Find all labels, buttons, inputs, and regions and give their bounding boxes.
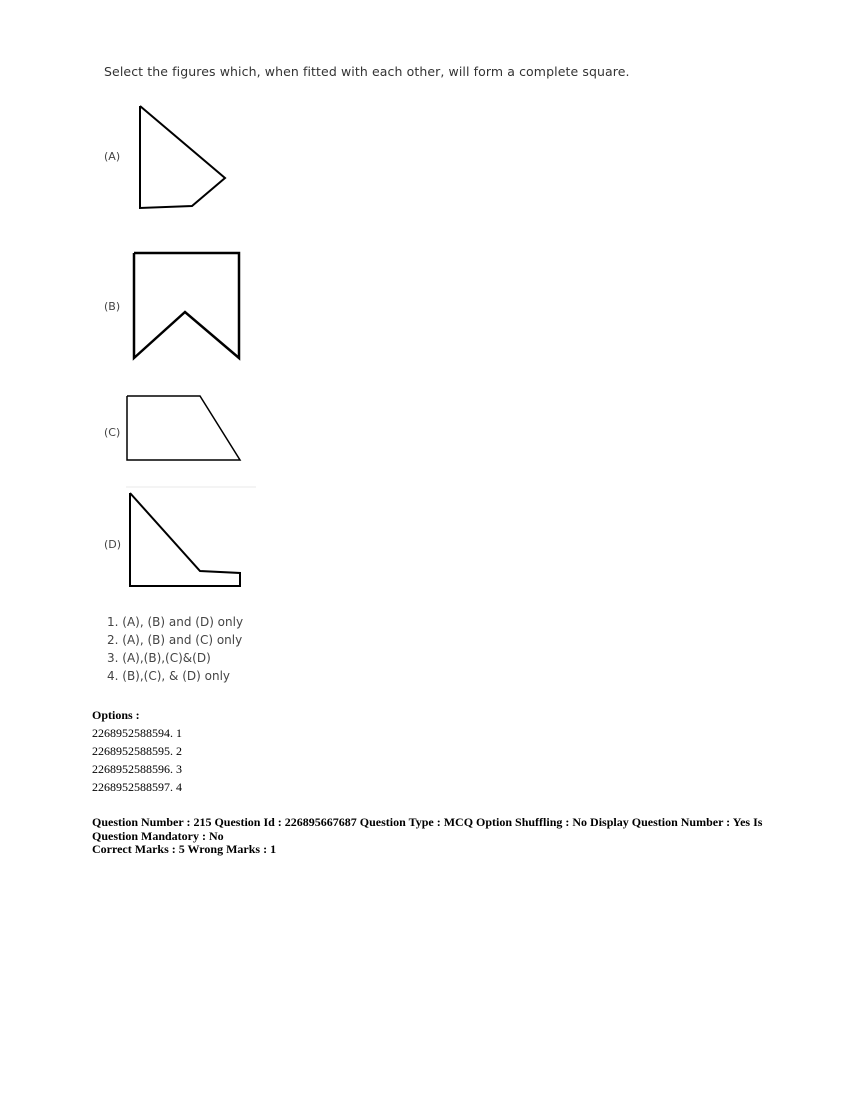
question-text: Select the figures which, when fitted with each other, will form a complete square. — [104, 64, 630, 79]
option-item-1: 2268952588594. 1 — [92, 726, 182, 740]
option-item-2: 2268952588595. 2 — [92, 744, 182, 758]
answer-choices-list — [107, 613, 243, 685]
figure-a-pentagon — [130, 100, 240, 215]
question-metadata-line: Question Number : 215 Question Id : 226895667687 Question Type : MCQ Option Shuffling : No Display Question Number : Yes Is Question Mandatory : No — [92, 815, 763, 843]
options-block — [92, 706, 182, 796]
figure-c-trapezoid — [120, 390, 246, 466]
figure-b-notched-rectangle — [128, 248, 246, 364]
figure-label-d: (D) — [104, 538, 122, 551]
marks-line: Correct Marks : 5 Wrong Marks : 1 — [92, 842, 277, 856]
answer-choice-2: 2. (A), (B) and (C) only — [107, 633, 243, 647]
figure-label-c: (C) — [104, 426, 121, 439]
figure-label-b: (B) — [104, 300, 121, 313]
answer-choice-1: 1. (A), (B) and (D) only — [107, 615, 244, 629]
figure-label-a: (A) — [104, 150, 121, 163]
question-metadata — [92, 816, 772, 857]
figure-d-triangle-with-base — [120, 484, 260, 594]
option-item-3: 2268952588596. 3 — [92, 762, 182, 776]
answer-choice-4: 4. (B),(C), & (D) only — [107, 669, 231, 683]
options-title: Options : — [92, 708, 140, 722]
answer-choice-3: 3. (A),(B),(C)&(D) — [107, 651, 211, 665]
option-item-4: 2268952588597. 4 — [92, 780, 182, 794]
